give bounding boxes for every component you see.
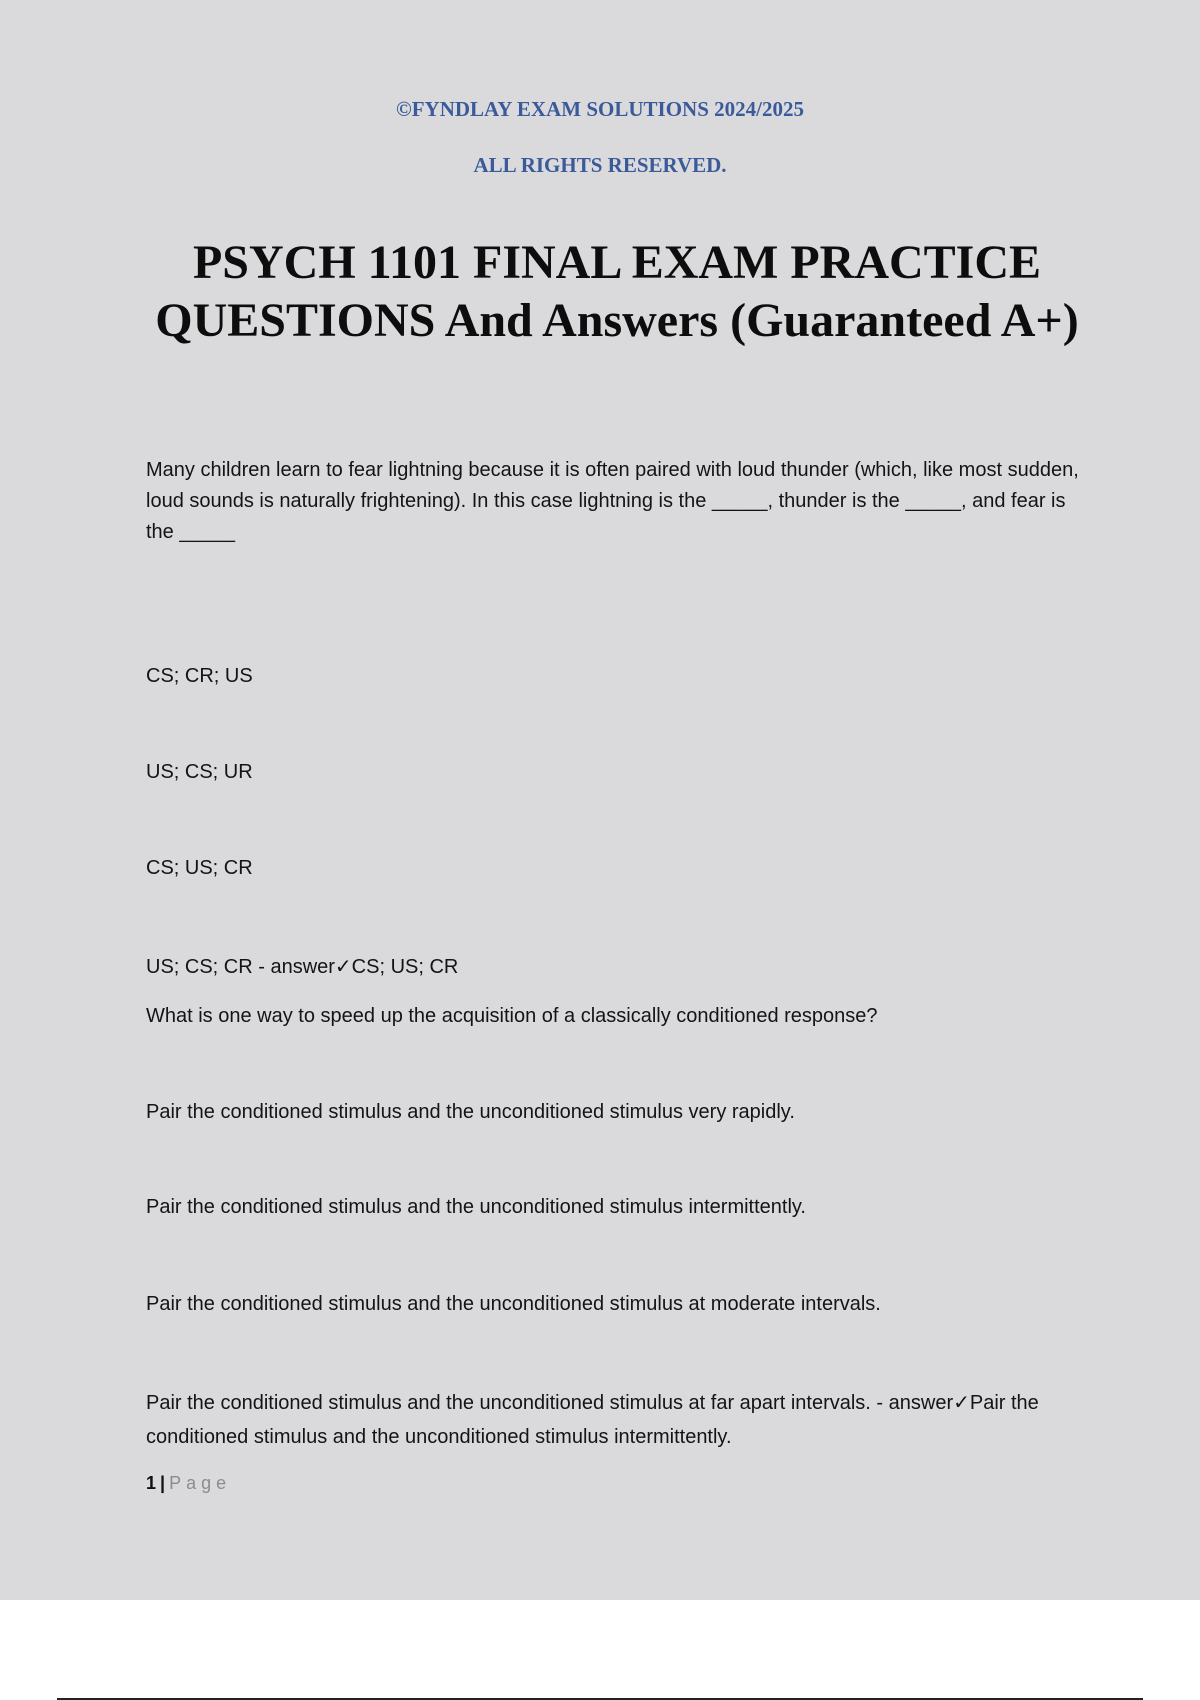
page-number: 1	[146, 1473, 157, 1493]
header-copyright: ©FYNDLAY EXAM SOLUTIONS 2024/2025	[396, 97, 804, 121]
question-1-option-4-with-answer: US; CS; CR - answer✓CS; US; CR	[146, 956, 459, 978]
page-label: Page	[169, 1473, 232, 1493]
question-1-option-2: US; CS; UR	[146, 761, 253, 783]
question-1-option-3: CS; US; CR	[146, 857, 253, 879]
question-2-text: What is one way to speed up the acquisition of a classically conditioned response?	[146, 1005, 878, 1027]
question-2-option-4-with-answer: Pair the conditioned stimulus and the unconditioned stimulus at far apart intervals. - answer✓Pair the conditioned stimulus and the unconditioned stimulus intermittently.	[146, 1392, 1039, 1448]
question-1-text: Many children learn to fear lightning because it is often paired with loud thunder (which, like most sudden, loud sounds is naturally frightening). In this case lightning is the _____, thunder is the _____, and fear is the _____	[146, 459, 1079, 543]
page-separator: |	[160, 1473, 166, 1493]
document-title: PSYCH 1101 FINAL EXAM PRACTICE QUESTIONS And Answers (Guaranteed A+)	[155, 236, 1079, 347]
question-1-option-1: CS; CR; US	[146, 665, 253, 687]
question-2-option-1: Pair the conditioned stimulus and the unconditioned stimulus very rapidly.	[146, 1101, 795, 1123]
question-2-option-3: Pair the conditioned stimulus and the unconditioned stimulus at moderate intervals.	[146, 1293, 881, 1315]
question-2-option-2: Pair the conditioned stimulus and the unconditioned stimulus intermittently.	[146, 1196, 806, 1218]
header-rights-reserved: ALL RIGHTS RESERVED.	[473, 153, 727, 177]
page-footer	[146, 1473, 231, 1494]
